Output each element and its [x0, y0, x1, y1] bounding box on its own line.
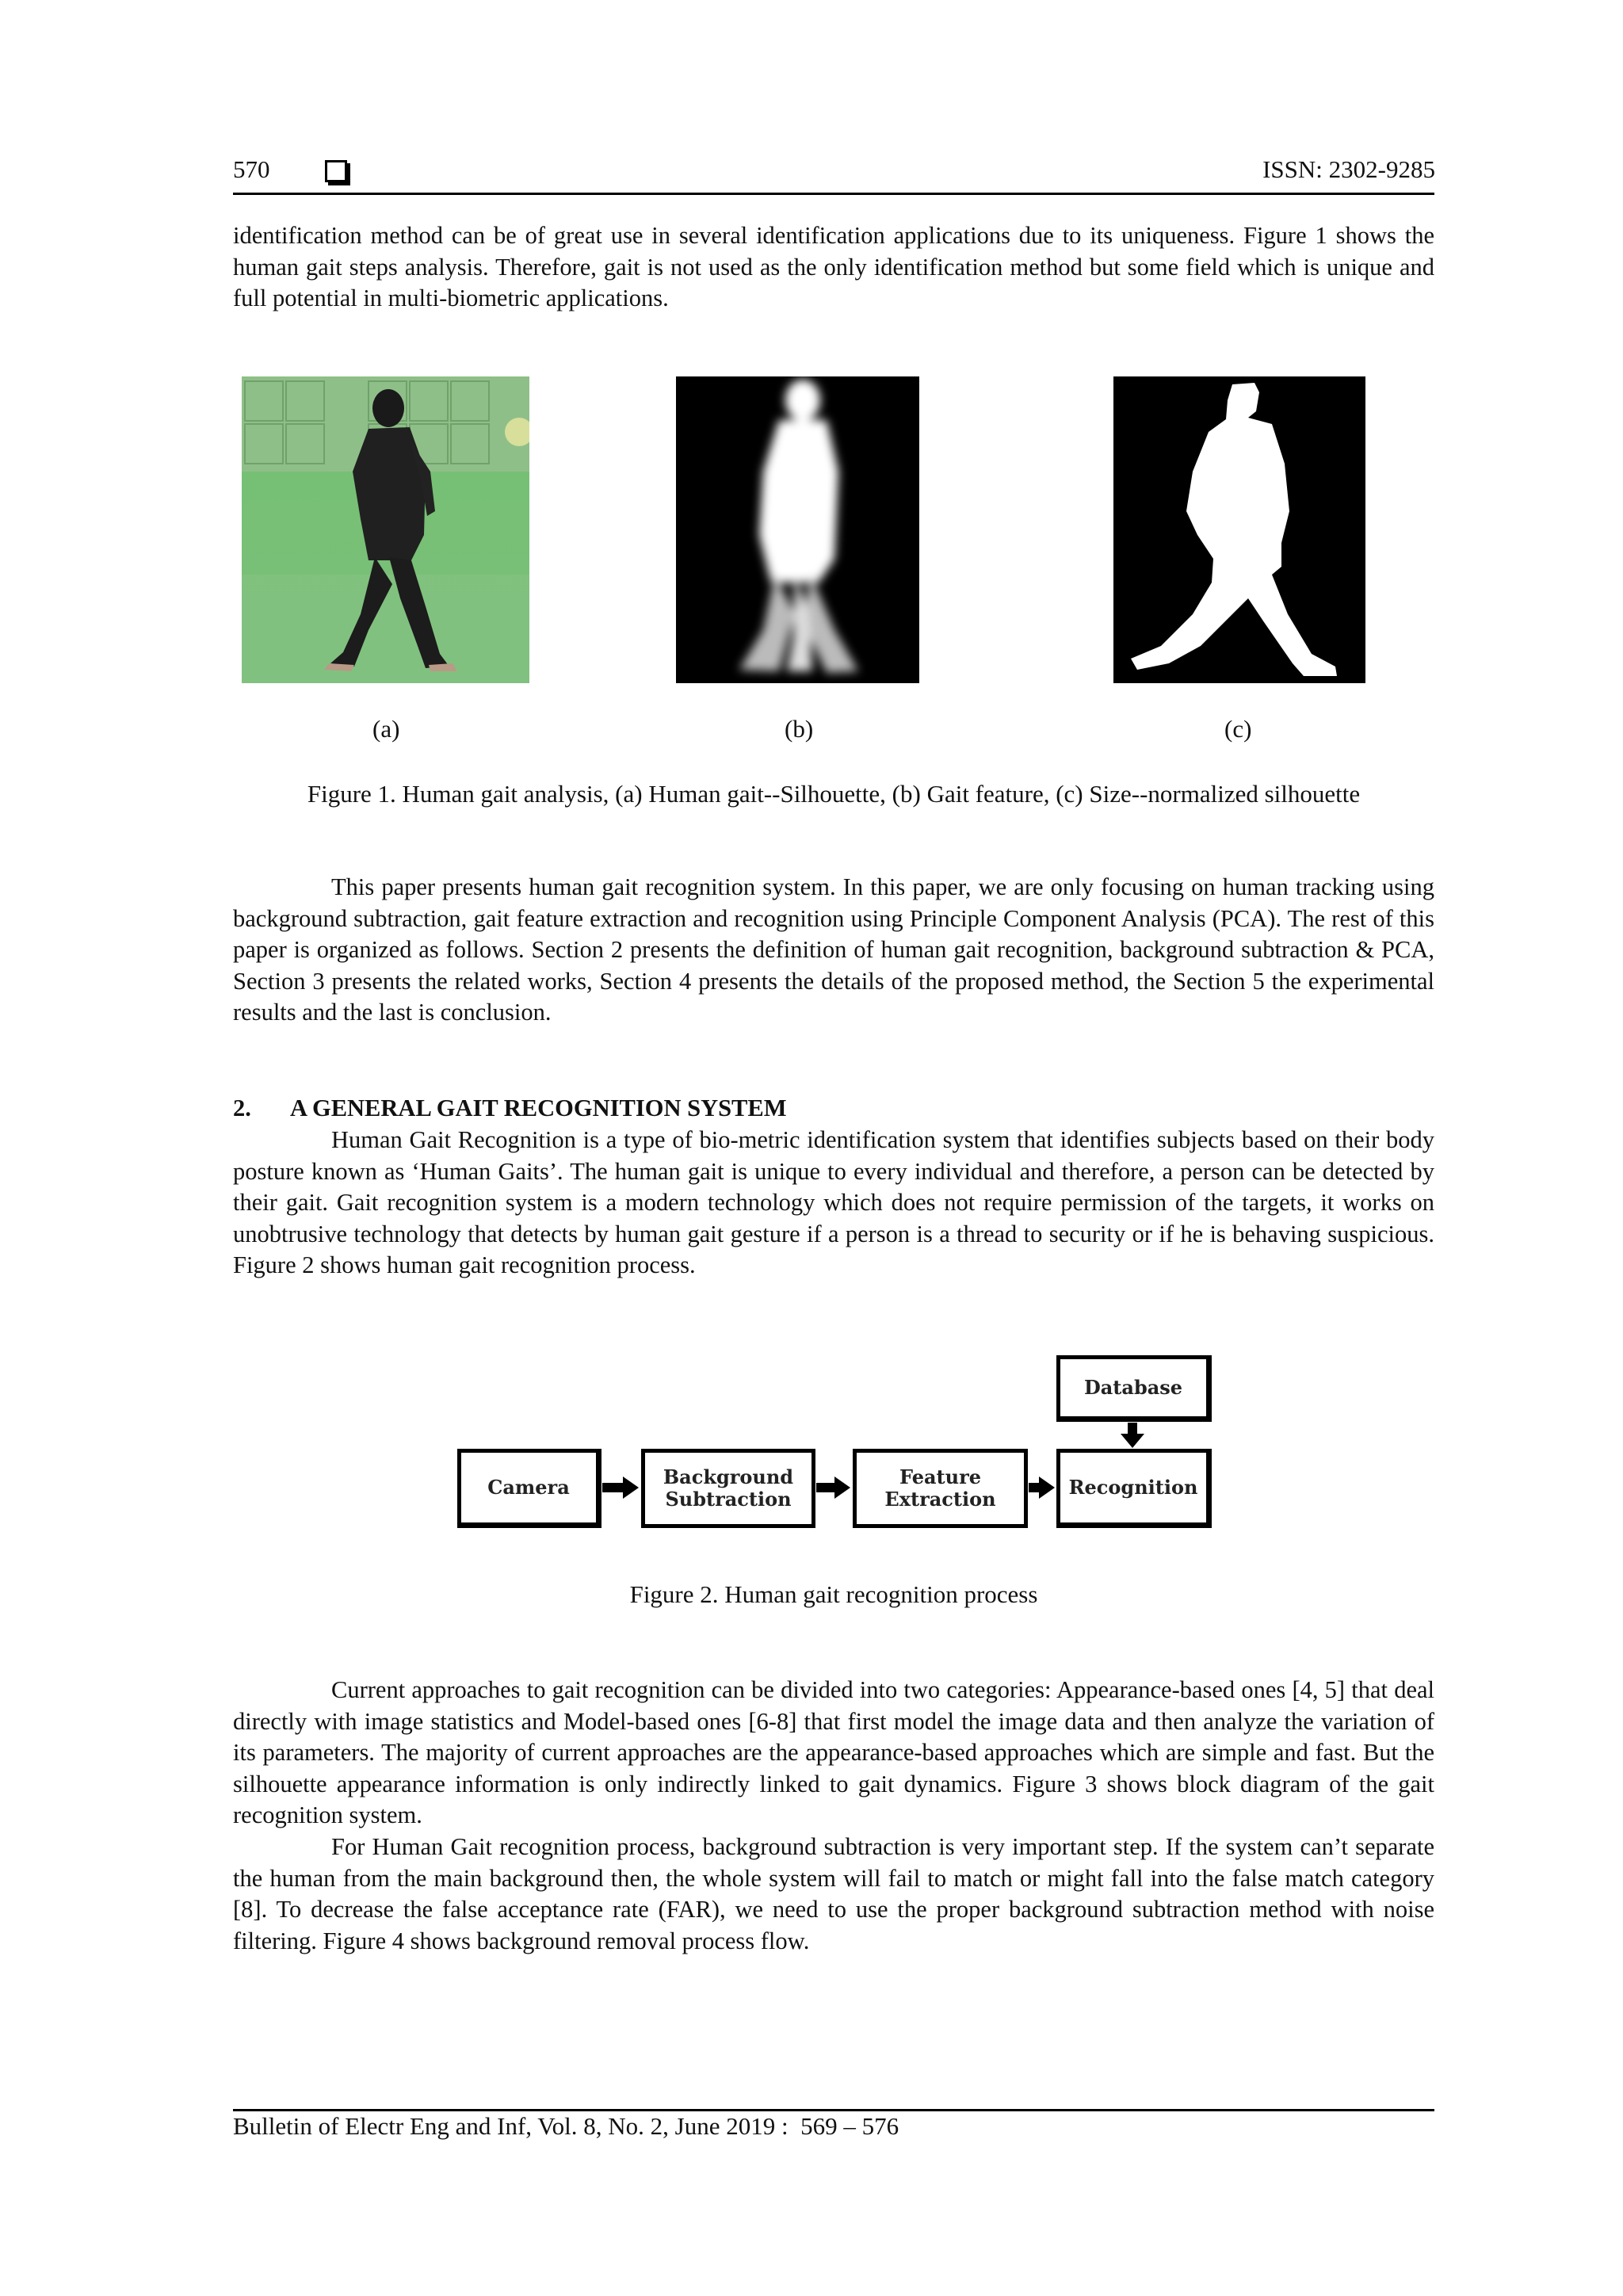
section-2-paragraph: Human Gait Recognition is a type of bio-metric identification system that identifies subjects based on their body posture known as ‘Human Gaits’. The human gait is unique to every individual and therefore, a person can be detected by their gait. Gait recognition system is a modern technology which does not require permission of the targets, it works on unobtrusive technology that detects by human gait gesture if a person is a thread to security or if he is behaving suspicious. Figure 2 shows human gait recognition process. — [233, 1126, 1434, 1279]
arrow-feature-to-recognition — [1029, 1483, 1041, 1492]
paragraph-4: For Human Gait recognition process, background subtraction is very important step. If the system can’t separate the human from the main background then, the whole system will fail to match or might fall into the false match category [8]. To decrease the false acceptance rate (FAR), we need to use the proper background subtraction method with noise filtering. Figure 4 shows background removal process flow. — [233, 1833, 1434, 1954]
footer-rule — [233, 2109, 1434, 2111]
section-2-number: 2. — [233, 1095, 251, 1121]
arrow-subtraction-to-feature — [816, 1483, 836, 1492]
figure-1c-label: (c) — [1224, 715, 1252, 743]
camera-label: Camera — [487, 1476, 570, 1499]
page-number: 570 — [233, 155, 270, 183]
background-subtraction-label-2: Subtraction — [665, 1488, 792, 1511]
figure-2-caption: Figure 2. Human gait recognition process — [629, 1580, 1038, 1608]
arrow-camera-to-subtraction — [602, 1483, 624, 1492]
figure-1b-label: (b) — [785, 715, 814, 743]
arrow-database-to-recognition — [1128, 1423, 1137, 1435]
figure-1a-label: (a) — [372, 715, 400, 743]
paragraph-3: Current approaches to gait recognition can be divided into two categories: Appearance-based ones [4, 5] that deal directly with image statistics and Model-based ones [6-8] that first model the image data and then analyze the variation of its parameters. The majority of current approaches are the appearance-based approaches which are simple and fast. But the silhouette appearance information is only indirectly linked to gait dynamics. Figure 3 shows block diagram of the gait recognition system. — [233, 1676, 1434, 1829]
database-label: Database — [1083, 1376, 1183, 1399]
footer-citation: Bulletin of Electr Eng and Inf, Vol. 8, No. 2, June 2019 : 569 – 576 — [233, 2112, 899, 2140]
issn: ISSN: 2302-9285 — [1262, 155, 1435, 183]
recognition-label: Recognition — [1068, 1476, 1198, 1499]
background-subtraction-label-1: Background — [663, 1465, 794, 1488]
figure-1-caption: Figure 1. Human gait analysis, (a) Human gait--Silhouette, (b) Gait feature, (c) Size--normalized silhouette — [307, 780, 1361, 808]
feature-extraction-label-1: Feature — [899, 1465, 981, 1488]
section-2-title: A GENERAL GAIT RECOGNITION SYSTEM — [290, 1095, 787, 1121]
paragraph-2: This paper presents human gait recognition system. In this paper, we are only focusing on human tracking using background subtraction, gait feature extraction and recognition using Principle Component Analysis (PCA). The rest of this paper is organized as follows. Section 2 presents the definition of human gait recognition, background subtraction & PCA, Section 3 presents the related works, Section 4 presents the details of the proposed method, the Section 5 the experimental results and the last is conclusion. — [233, 873, 1434, 1026]
intro-paragraph: identification method can be of great use in several identification applications due to its uniqueness. Figure 1 shows the human gait steps analysis. Therefore, gait is not used as the only identification method but some field which is unique and full potential in multi-biometric applications. — [233, 222, 1434, 312]
feature-extraction-label-2: Extraction — [884, 1488, 996, 1511]
